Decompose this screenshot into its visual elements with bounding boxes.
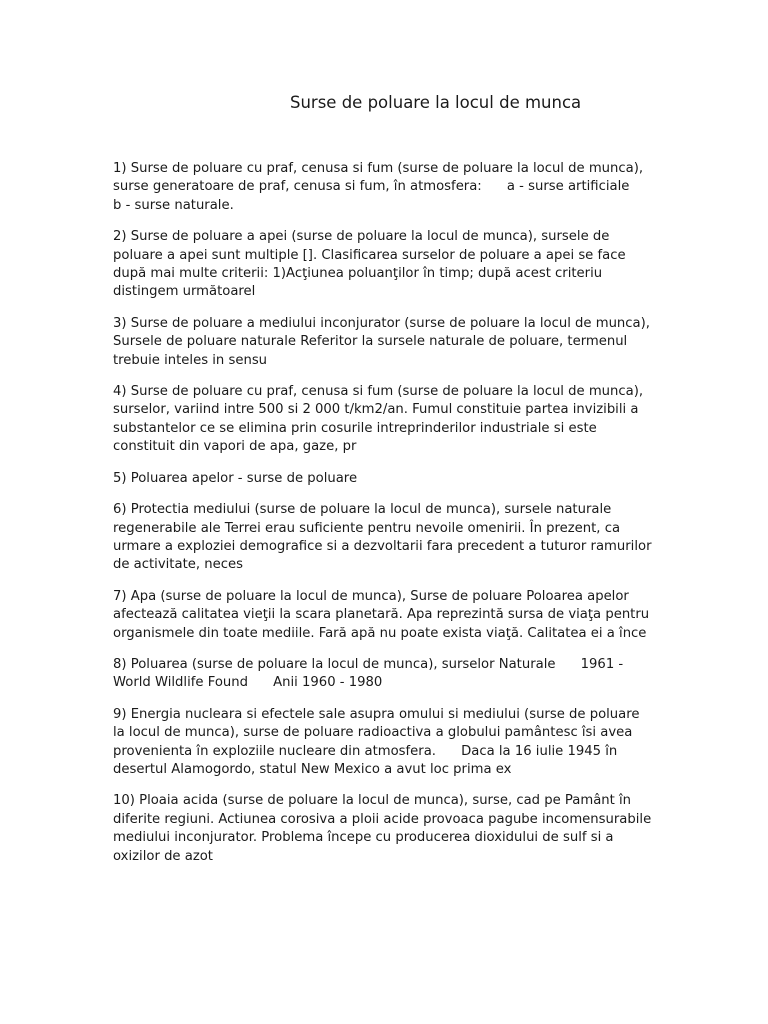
paragraph-2: 2) Surse de poluare a apei (surse de poluare la locul de munca), sursele de poluare a apei sunt multiple []. Clasificarea surselor de poluare a apei se face după mai multe criterii: 1)Acţiunea poluanţilor în timp; după acest criteriu distingem următoarel [113,229,630,300]
paragraph-5: 5) Poluarea apelor - surse de poluare [113,470,358,486]
paragraph-1: 1) Surse de poluare cu praf, cenusa si fum (surse de poluare la locul de munca), surse generatoare de praf, cenusa si fum, în atmosfera: a - surse artificiale b - surse naturale. [113,161,655,213]
paragraph-7: 7) Apa (surse de poluare la locul de munca), Surse de poluare Poloarea apelor afectează calitatea vieţii la scara planetară. Apa reprezintă sursa de viaţa pentru organismele din toate mediile. Fară apă nu poate exista viaţă. Calitatea ei a înce [113,588,654,641]
paragraph-9: 9) Energia nucleara si efectele sale asupra omului si mediului (surse de poluare la locul de munca), surse de poluare radioactiva a globului pamântesc îsi avea provenienta în exploziile nucleare din atmosfera. Daca la 16 iulie 1945 în desertul Alamogordo, statul New Mexico a avut loc prima ex [113,706,644,777]
paragraph-6: 6) Protectia mediului (surse de poluare la locul de munca), sursele naturale regenerabile ale Terrei erau suficiente pentru nevoile omenirii. În prezent, ca urmare a exploziei demografice si a dezvoltarii fara precedent a tuturor ramurilor de activitate, neces [113,502,656,573]
paragraph-8: 8) Poluarea (surse de poluare la locul de munca), surselor Naturale 1961 - World Wildlife Found Anii 1960 - 1980 [113,656,628,691]
document-title: Surse de poluare la locul de munca [290,93,582,112]
document-body [113,160,656,879]
paragraph-10: 10) Ploaia acida (surse de poluare la locul de munca), surse, cad pe Pamânt în diferite regiuni. Actiunea corosiva a ploii acide provoaca pagube incomensurabile mediului inconjurator. Problema începe cu producerea dioxidului de sulf si a oxizilor de azot [113,793,656,864]
paragraph-4: 4) Surse de poluare cu praf, cenusa si fum (surse de poluare la locul de munca), surselor, variind intre 500 si 2 000 t/km2/an. Fumul constituie partea invizibili a substantelor ce se elimina prin cosurile intreprinderilor industriale si este constituit din vapori de apa, gaze, pr [113,384,648,455]
paragraph-3: 3) Surse de poluare a mediului inconjurator (surse de poluare la locul de munca), Sursele de poluare naturale Referitor la sursele naturale de poluare, termenul trebuie inteles in sensu [113,315,655,368]
